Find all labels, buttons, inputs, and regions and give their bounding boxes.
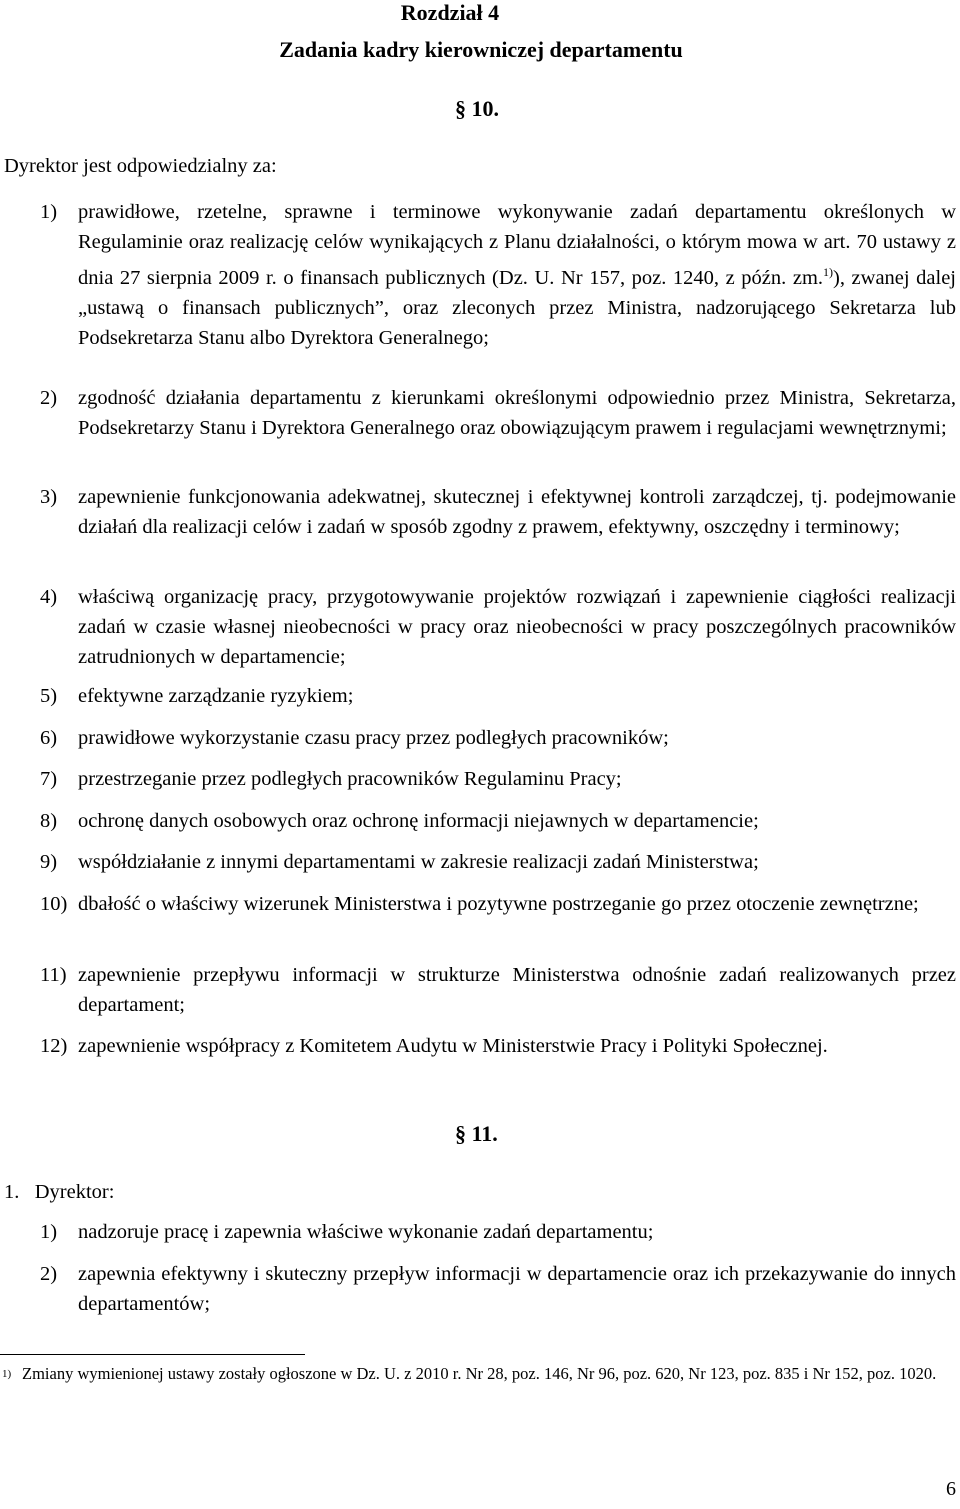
item-text: zapewnienie przepływu informacji w strukturze Ministerstwa odnośnie zadań realizowanych przez departament;: [78, 964, 956, 1016]
item-text: przestrzeganie przez podległych pracowników Regulaminu Pracy;: [78, 768, 622, 790]
list-item: [40, 383, 956, 443]
footnote-text: Zmiany wymienionej ustawy zostały ogłoszone w Dz. U. z 2010 r. Nr 28, poz. 146, Nr 96, poz. 620, Nr 123, poz. 835 i Nr 152, poz. 1020.: [22, 1364, 937, 1383]
chapter-number: Rozdział 4: [400, 0, 500, 25]
item-text: zgodność działania departamentu z kierunkami określonymi odpowiednio przez Ministra, Sekretarza, Podsekretarzy Stanu i Dyrektora Generalnego oraz obowiązującym prawem i regulacjami wewnętrznymi;: [78, 387, 956, 439]
item-number: 2): [40, 387, 58, 409]
list-item: [40, 482, 956, 542]
list-item: [40, 806, 956, 836]
item-text: efektywne zarządzanie ryzykiem;: [78, 685, 354, 707]
item-text: zapewnia efektywny i skuteczny przepływ informacji w departamencie oraz ich przekazywanie do innych departamentów;: [78, 1263, 956, 1315]
page-number: 6: [946, 1478, 956, 1500]
item-number: 11): [40, 964, 67, 986]
item-text: właściwą organizację pracy, przygotowywanie projektów rozwiązań i zapewnienie ciągłości realizacji zadań w czasie własnej nieobecności w pracy oraz nieobecności w pracy poszczególnych pracowników zatrudnionych w departamencie;: [78, 586, 956, 668]
list-item: [40, 681, 956, 711]
list-item: [40, 764, 956, 794]
footnote-separator: [0, 1354, 305, 1355]
item-number: 5): [40, 685, 58, 707]
item-text: dbałość o właściwy wizerunek Ministerstwa i pozytywne postrzeganie go przez otoczenie zewnętrzne;: [78, 893, 919, 915]
item-number: 6): [40, 727, 58, 749]
item-text: zapewnienie funkcjonowania adekwatnej, skutecznej i efektywnej kontroli zarządczej, tj. podejmowanie działań dla realizacji celów i zadań w sposób zgodny z prawem, efektywny, oszczędny i terminowy;: [78, 486, 956, 538]
item-text: współdziałanie z innymi departamentami w zakresie realizacji zadań Ministerstwa;: [78, 851, 759, 873]
item-text-part: ), zwanej dalej „ustawą o finansach publicznych”, oraz zleconych przez Ministra, nadzorującego Sekretarza lub Podsekretarza Stanu albo Dyrektora Generalnego;: [78, 266, 956, 349]
item-number: 4): [40, 586, 58, 608]
footnote: [0, 1362, 958, 1386]
footnote-mark: 1): [2, 1368, 12, 1380]
section-10-intro: Dyrektor jest odpowiedzialny za:: [4, 155, 277, 177]
item-text-part: prawidłowe, rzetelne, sprawne i terminowe wykonywanie zadań departamentu określonych w Regulaminie oraz realizację celów wynikających z Planu działalności, o którym mowa w art. 70 ustawy z dnia 27 sierpnia 2009 r. o finansach publicznych (Dz. U. Nr 157, poz. 1240, z późn. zm.: [78, 201, 956, 289]
list-item: [40, 1031, 956, 1061]
item-text: prawidłowe wykorzystanie czasu pracy przez podległych pracowników;: [78, 727, 669, 749]
list-item: [40, 960, 956, 1020]
item-number: 8): [40, 810, 58, 832]
list-item: [40, 847, 956, 877]
item-number: 1): [40, 1221, 58, 1243]
item-number: 3): [40, 486, 58, 508]
item-text: nadzoruje pracę i zapewnia właściwe wykonanie zadań departamentu;: [78, 1221, 654, 1243]
item-text: zapewnienie współpracy z Komitetem Audytu w Ministerstwie Pracy i Polityki Społecznej.: [78, 1035, 828, 1057]
section-10-heading: § 10.: [455, 96, 499, 121]
list-item: [40, 1217, 956, 1247]
footnote-ref[interactable]: 1): [823, 265, 834, 279]
list-item: [40, 582, 956, 672]
item-number: 12): [40, 1035, 68, 1057]
item-number: 2): [40, 1263, 58, 1285]
intro-text: Dyrektor:: [34, 1181, 115, 1203]
item-text: [78, 197, 956, 353]
section-11-heading: § 11.: [455, 1121, 498, 1146]
list-item: [40, 723, 956, 753]
item-number: 7): [40, 768, 58, 790]
intro-number: 1.: [4, 1181, 20, 1203]
item-number: 9): [40, 851, 58, 873]
list-item: [40, 1259, 956, 1319]
list-item: [40, 889, 956, 919]
section-11-intro: [4, 1177, 114, 1207]
chapter-title: Zadania kadry kierowniczej departamentu: [279, 37, 683, 62]
list-item: [40, 197, 956, 353]
item-number: 1): [40, 201, 58, 223]
item-number: 10): [40, 893, 68, 915]
item-text: ochronę danych osobowych oraz ochronę informacji niejawnych w departamencie;: [78, 810, 759, 832]
